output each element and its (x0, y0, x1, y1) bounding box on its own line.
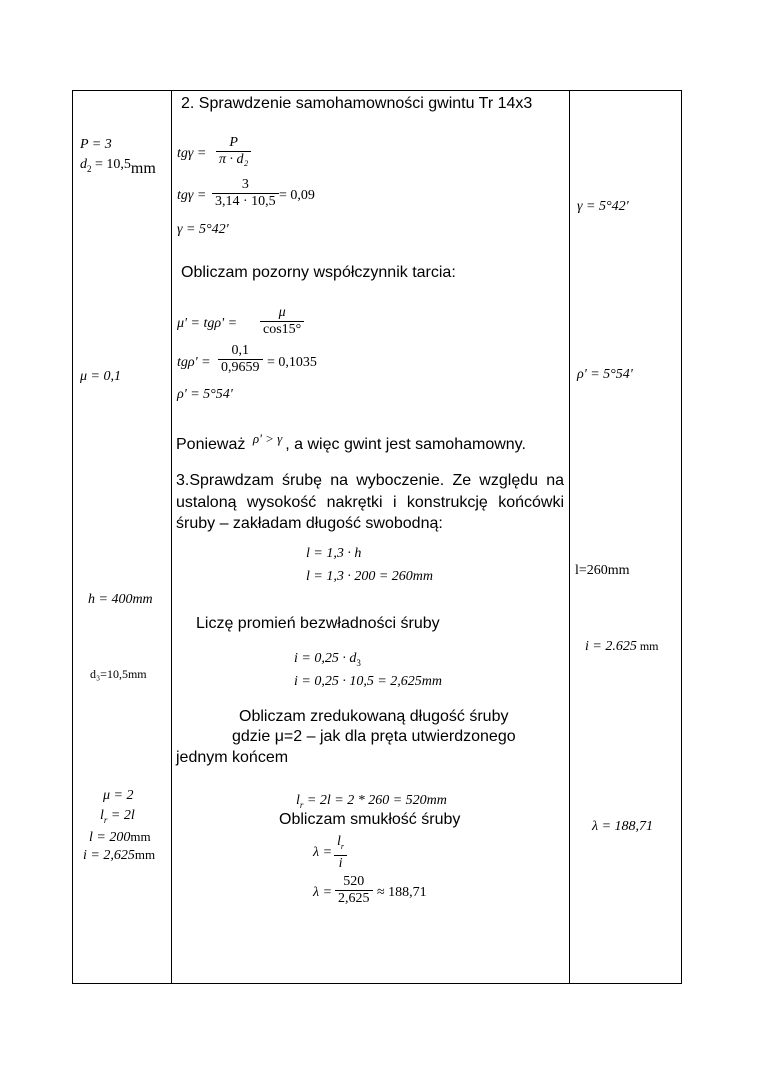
one-end-text: jednym końcem (176, 749, 289, 766)
eq-radius-value: i = 0,25 · 10,5 = 2,625mm (294, 674, 443, 689)
table-top-border (72, 90, 682, 91)
eq-gamma-result: γ = 5°42' (177, 222, 229, 237)
where-mu-text: gdzie μ=2 – jak dla pręta utwierdzonego (232, 728, 516, 745)
eq-tg-rho-rhs: = 0,1035 (267, 355, 317, 370)
result-lambda: λ = 188,71 (592, 819, 654, 834)
eq-free-length-value: l = 1,3 · 200 = 260mm (306, 569, 434, 584)
slenderness-text: Obliczam smukłość śruby (279, 811, 461, 828)
column-divider-right (569, 90, 570, 984)
self-locking-conclusion: Ponieważ $^{\rho' > \gamma}$ , a więc gwint jest samohamowny. (176, 431, 526, 453)
eq-tg-gamma2-rhs: = 0,09 (279, 188, 315, 203)
section-heading-self-locking: 2. Sprawdzenie samohamowności gwintu Tr 14x3 (181, 95, 533, 112)
buckling-para-line-2: ustaloną wysokość nakrętki i konstrukcję końcówki (176, 494, 564, 511)
friction-text: Obliczam pozorny współczynnik tarcia: (181, 264, 456, 281)
given-d2: $d_2 = 10,5mm$ (80, 157, 156, 177)
given-mu: μ = 0,1 (80, 369, 121, 384)
eq-tg-gamma-fraction: P π · d₂ (216, 135, 251, 168)
eq-reduced-length: $l_r = 2l = 2 * 260 = 520mm$ (296, 793, 447, 810)
eq-radius: $i = 0,25 \cdot d_3$ (294, 651, 361, 668)
eq-tg-gamma2-fraction: 3 3,14 · 10,5 (212, 177, 279, 210)
table-right-border (681, 90, 682, 984)
given-l: l = 200mm (89, 829, 151, 845)
result-rho: ρ' = 5°54' (577, 367, 633, 382)
table-left-border (72, 90, 73, 984)
table-bottom-border (72, 983, 682, 984)
column-divider-left (171, 90, 172, 984)
result-gamma: γ = 5°42' (577, 199, 629, 214)
reduced-length-text: Obliczam zredukowaną długość śruby (239, 708, 509, 725)
eq-lambda2-fraction: 520 2,625 (335, 874, 373, 907)
given-lr: $l_r = 2l$ (100, 808, 135, 825)
eq-lambda-lhs: λ = (313, 845, 333, 860)
eq-lambda2-lhs: λ = (313, 885, 333, 900)
given-mu2: μ = 2 (103, 788, 134, 803)
eq-mu-prime-lhs: μ' = tgρ' = (177, 316, 238, 331)
eq-tg-gamma2-lhs: tgγ = (177, 188, 207, 203)
given-p: P = 3 (80, 137, 112, 152)
eq-rho-result: ρ' = 5°54' (177, 387, 233, 402)
eq-lambda2-rhs: ≈ 188,71 (377, 885, 427, 900)
eq-tg-rho-lhs: tgρ' = (177, 355, 211, 370)
eq-tg-rho-fraction: 0,1 0,9659 (218, 343, 263, 376)
given-i: i = 2,625mm (83, 847, 156, 863)
given-d3: d₃=10,5mm (90, 667, 147, 681)
eq-lambda-fraction: $l_r$ i (334, 834, 347, 872)
buckling-para-line-1: 3.Sprawdzam śrubę na wyboczenie. Ze względu na (176, 472, 564, 489)
radius-text: Liczę promień bezwładności śruby (196, 615, 440, 632)
eq-free-length: l = 1,3 · h (306, 546, 362, 561)
given-h: h = 400mm (88, 592, 153, 607)
result-l: l=260mm (575, 563, 630, 578)
eq-mu-prime-fraction: μ cos15° (260, 305, 304, 338)
buckling-para-line-3: śruby – zakładam długość swobodną: (176, 515, 443, 532)
eq-tg-gamma-lhs: tgγ = (177, 146, 207, 161)
result-i: i = 2.625 mm (585, 639, 659, 654)
